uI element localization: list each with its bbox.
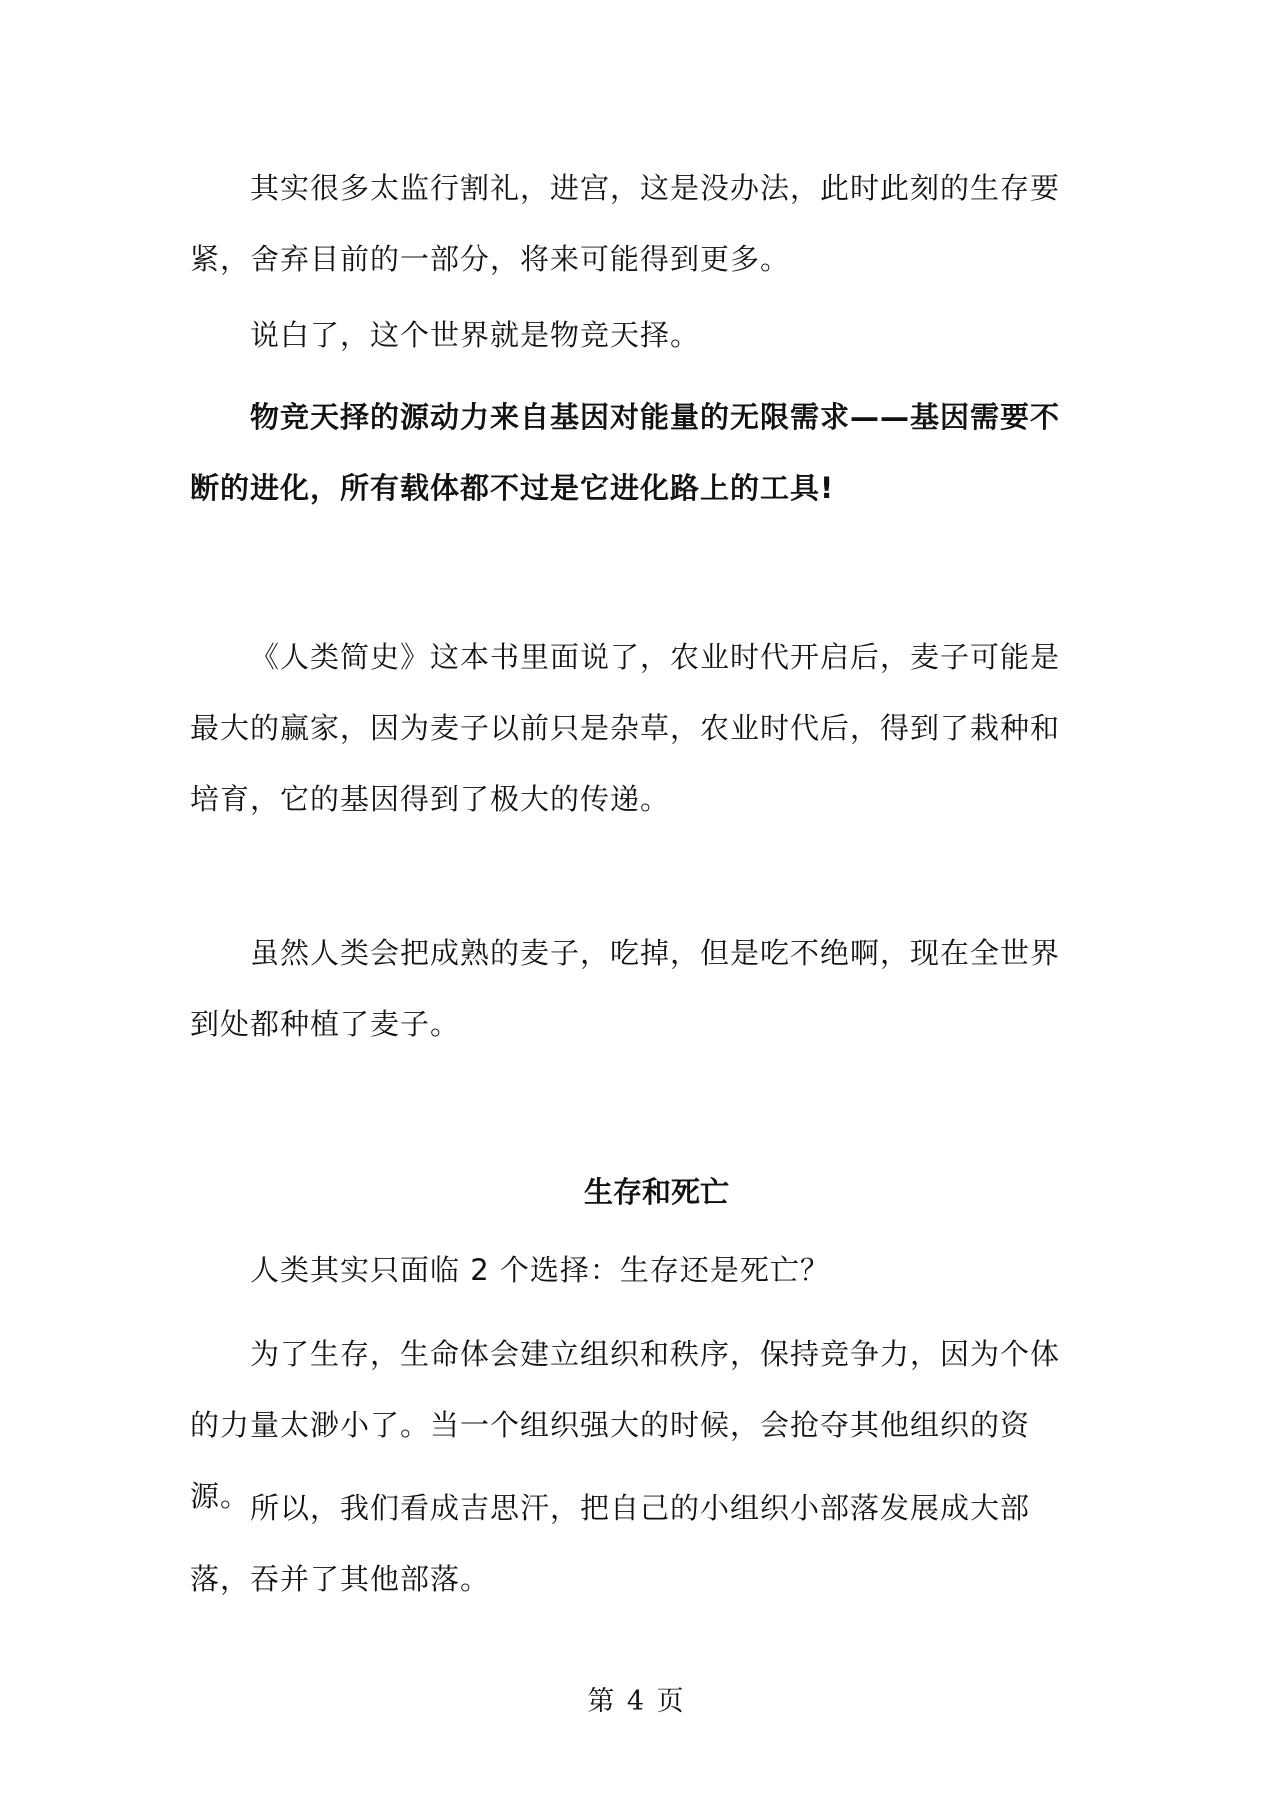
paragraph-organization: 为了生存，生命体会建立组织和秩序，保持竞争力，因为个体的力量太渺小了。当一个组织强大的时候，会抢夺其他组织的资源。 <box>190 1337 1061 1513</box>
paragraph-natural-selection: 说白了，这个世界就是物竞天择。 <box>250 318 701 352</box>
page-number: 第 4 页 <box>587 1686 686 1717</box>
paragraph-sapiens-wheat: 《人类简史》这本书里面说了，农业时代开启后，麦子可能是最大的赢家，因为麦子以前只是杂草，农业时代后，得到了栽种和培育，它的基因得到了极大的传递。 <box>190 640 1061 816</box>
paragraph-wheat-worldwide: 虽然人类会把成熟的麦子，吃掉，但是吃不绝啊，现在全世界到处都种植了麦子。 <box>190 936 1061 1041</box>
paragraph-eunuch: 其实很多太监行割礼，进宫，这是没办法，此时此刻的生存要紧，舍弃目前的一部分，将来可能得到更多。 <box>190 171 1061 276</box>
paragraph-genghis-khan: 所以，我们看成吉思汗，把自己的小组织小部落发展成大部落，吞并了其他部落。 <box>190 1491 1031 1596</box>
paragraph-gene-energy-bold: 物竞天择的源动力来自基因对能量的无限需求——基因需要不断的进化，所有载体都不过是它进化路上的工具! <box>190 400 1061 505</box>
paragraph-two-choices: 人类其实只面临 2 个选择：生存还是死亡？ <box>250 1253 830 1287</box>
section-heading: 生存和死亡 <box>583 1175 729 1209</box>
